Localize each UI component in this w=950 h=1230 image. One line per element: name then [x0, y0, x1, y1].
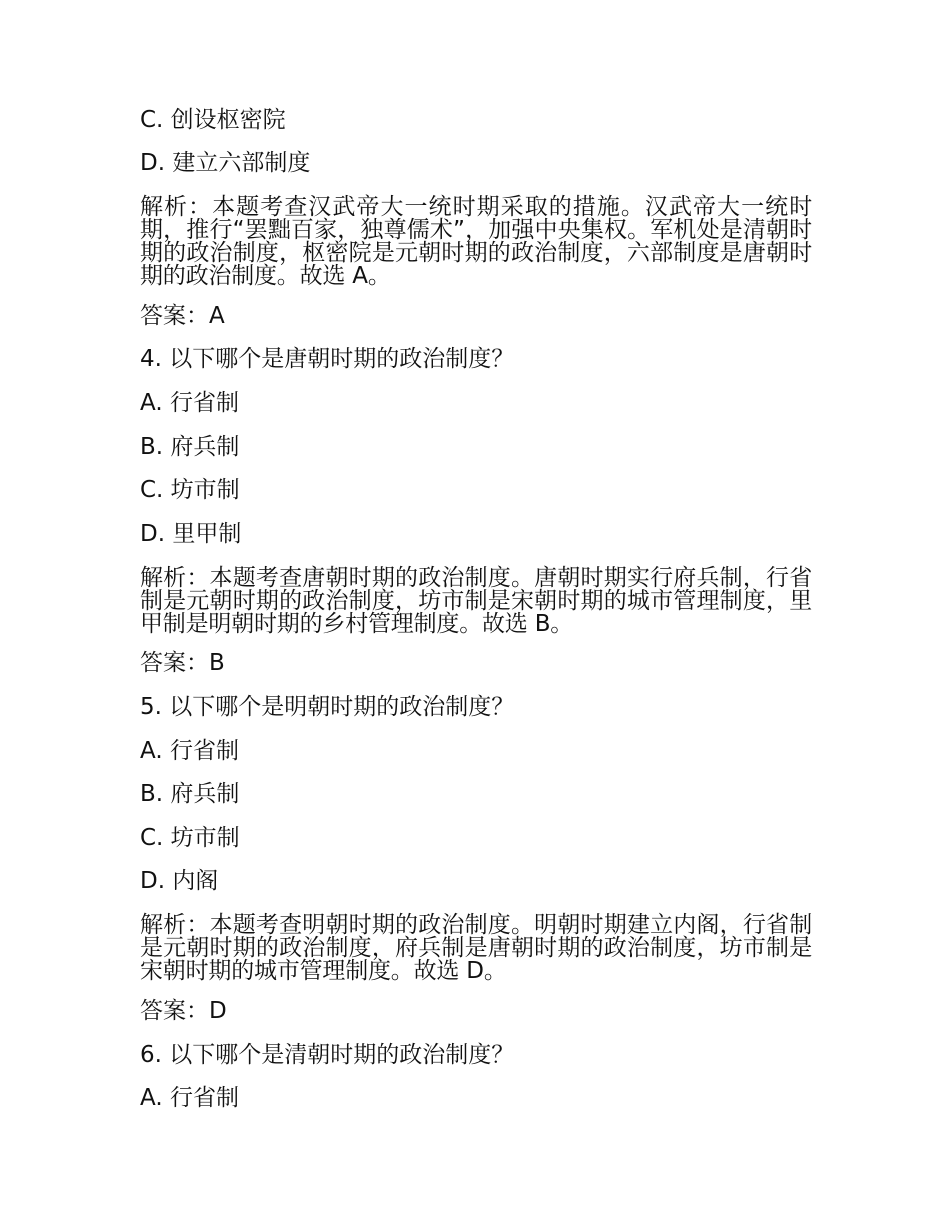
option-d-q4: D. 里甲制 [140, 521, 242, 547]
question-6: 6. 以下哪个是清朝时期的政治制度？ [140, 1042, 515, 1068]
option-a-q4: A. 行省制 [140, 390, 239, 416]
explanation-q3: 解析：本题考查汉武帝大一统时期采取的措施。汉武帝大一统时期，推行“罢黜百家，独尊儒术”，加强中央集权。军机处是清朝时期的政治制度，枢密院是元朝时期的政治制度，六部制度是唐朝时期的政治制度。故选 A。 [140, 194, 812, 289]
answer-q4: 答案：B [140, 650, 225, 676]
option-c-q5: C. 坊市制 [140, 825, 240, 851]
option-b-q4: B. 府兵制 [140, 434, 240, 460]
option-d-q5: D. 内阁 [140, 868, 219, 894]
option-a-q6: A. 行省制 [140, 1085, 239, 1111]
answer-q3: 答案：A [140, 303, 225, 329]
option-d-q3: D. 建立六部制度 [140, 150, 311, 176]
answer-q5: 答案：D [140, 998, 227, 1024]
option-c-q4: C. 坊市制 [140, 477, 240, 503]
option-c-q3: C. 创设枢密院 [140, 107, 286, 133]
option-b-q5: B. 府兵制 [140, 781, 240, 807]
question-4: 4. 以下哪个是唐朝时期的政治制度？ [140, 346, 515, 372]
explanation-q5: 解析：本题考查明朝时期的政治制度。明朝时期建立内阁，行省制是元朝时期的政治制度，府兵制是唐朝时期的政治制度，坊市制是宋朝时期的城市管理制度。故选 D。 [140, 912, 812, 984]
explanation-q4: 解析：本题考查唐朝时期的政治制度。唐朝时期实行府兵制，行省制是元朝时期的政治制度，坊市制是宋朝时期的城市管理制度，里甲制是明朝时期的乡村管理制度。故选 B。 [140, 565, 812, 637]
option-a-q5: A. 行省制 [140, 738, 239, 764]
question-5: 5. 以下哪个是明朝时期的政治制度？ [140, 694, 515, 720]
